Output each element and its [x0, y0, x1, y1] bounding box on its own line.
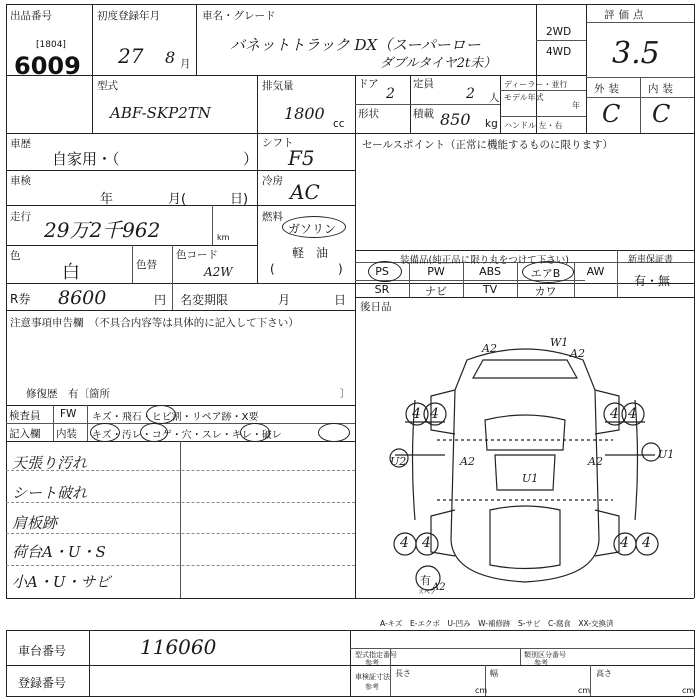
door-label: ドア [358, 78, 379, 90]
equip-airbag: エアB [530, 267, 561, 280]
type-designation-ref: 参考 [365, 659, 379, 667]
inspection-month: 月( [168, 192, 187, 207]
inspector-note: シート破れ [12, 484, 88, 502]
first-reg-month-unit: 月 [180, 58, 191, 70]
load-label: 積載 [413, 108, 434, 120]
category-ref: 参考 [534, 659, 548, 667]
shift-label: シフト [262, 137, 294, 149]
equip-aw: AW [586, 265, 605, 278]
repair-label: 修復歴 有〔箇所 [26, 388, 110, 400]
inspector-label2: 記入欄 [9, 428, 41, 440]
size-label: 車検証寸法 [355, 673, 390, 681]
diagram-mark: A2 [570, 347, 585, 360]
diagram-mark: A2 [588, 455, 603, 468]
color-code-label: 色コード [176, 249, 218, 261]
price-label: R券 [10, 292, 31, 306]
lot-label: 出品番号 [10, 10, 52, 22]
interior-tear-circle [318, 423, 350, 442]
diagram-mark: W1 [550, 336, 569, 349]
history-close: ） [243, 150, 259, 168]
capacity-unit: 人 [489, 92, 500, 104]
capacity-value: 2 [466, 86, 475, 102]
equip-ps: PS [375, 265, 389, 278]
aircon-value: AC [290, 180, 320, 204]
color-label: 色 [10, 250, 21, 262]
chassis-label: 車台番号 [18, 644, 67, 658]
chassis-value: 116060 [140, 635, 217, 659]
fw-chip-circle [146, 405, 176, 424]
equipment-title: 装備品(純正品に限り丸をつけて下さい) [400, 255, 569, 266]
inspection-label: 車検 [10, 175, 31, 187]
lot-sub: [1804] [36, 40, 66, 50]
mileage-label: 走行 [10, 211, 31, 223]
lot-number: 6009 [14, 52, 81, 80]
registration-label: 登録番号 [18, 676, 67, 690]
equip-navi: ナビ [425, 285, 447, 298]
displacement-label: 排気量 [262, 80, 294, 92]
length-label: 長さ [395, 669, 411, 678]
fuel-label: 燃料 [262, 211, 283, 223]
diagram-mark: U2 [390, 455, 407, 468]
model-name-label: 車名・グレード [202, 10, 276, 22]
equip-leather: カワ [534, 285, 557, 298]
fuel-diesel: 軽 油 [292, 246, 329, 260]
rating-label: 評価点 [604, 9, 648, 21]
name-change-month: 月 [278, 293, 291, 307]
displacement-unit: cc [333, 118, 345, 130]
fw-items: キズ・飛石・ヒビ割・リペア跡・X要 [92, 412, 259, 423]
shape-label: 形状 [358, 108, 379, 120]
interior-inspect-label: 内装 [56, 428, 77, 440]
model-year-unit: 年 [572, 101, 580, 110]
color-change-label: 色替 [136, 259, 157, 271]
first-reg-year: 27 [118, 44, 144, 68]
damage-legend: A-キズ E-エクボ U-凹み W-補修跡 S-サビ C-腐食 XX-交換済 [380, 619, 614, 628]
drive-2wd: 2WD [546, 26, 572, 38]
interior-label: 内装 [648, 83, 677, 95]
interior-items: キズ・汚レ・コゲ・穴・スレ・キレ・破レ [92, 430, 282, 441]
spare-label: 有 [420, 574, 431, 587]
drive-4wd: 4WD [546, 46, 572, 58]
mileage-value: 29万2千962 [44, 218, 161, 242]
rating-value: 3.5 [612, 36, 660, 71]
name-change-day: 日 [334, 293, 347, 307]
warranty-value: 有・無 [634, 274, 671, 288]
first-reg-label: 初度登録年月 [97, 10, 160, 22]
displacement-value: 1800 [284, 104, 325, 123]
diagram-mark: 4 [430, 406, 439, 422]
load-unit: kg [485, 118, 498, 130]
inspection-year: 年 [100, 192, 114, 207]
name-change-label: 名変期限 [180, 293, 229, 307]
fw-label: FW [60, 408, 77, 420]
diagram-mark: 4 [400, 535, 409, 551]
fuel-gasoline: ガソリン [288, 222, 337, 236]
type-label: 型式 [97, 80, 118, 92]
shift-value: F5 [288, 146, 315, 170]
length-unit: cm [475, 686, 488, 695]
model-year-label: モデル年式 [504, 93, 544, 102]
dealer-label: ディーラー・並行 [504, 80, 568, 89]
equip-ps-circle [368, 261, 402, 282]
model-name: バネットトラック DX（スーパーロー [230, 36, 481, 54]
exterior-value: C [602, 100, 621, 128]
sales-point-label: セールスポイント（正常に機能するものに限ります） [362, 139, 614, 151]
diagram-mark: U1 [522, 472, 539, 485]
diagram-mark: 4 [642, 535, 651, 551]
inspector-note: 天張り汚れ [12, 454, 88, 472]
diagram-mark: A2 [432, 582, 446, 593]
price-unit: 円 [154, 293, 167, 307]
height-label: 高さ [596, 669, 612, 678]
interior-rub-circle [240, 423, 270, 442]
width-label: 幅 [490, 669, 498, 678]
inspection-day: 日) [230, 192, 249, 207]
height-unit: cm [682, 686, 695, 695]
first-reg-month: 8 [165, 48, 176, 67]
diagram-mark: 4 [610, 406, 619, 422]
aircon-label: 冷房 [262, 175, 283, 187]
category-label: 類別区分番号 [524, 651, 566, 659]
size-ref: 参考 [365, 683, 379, 691]
diagram-mark: A2 [482, 342, 497, 355]
notes-title: 注意事項申告欄 （不具合内容等は具体的に記入して下さい） [10, 317, 299, 329]
interior-scratch-circle [90, 423, 120, 442]
interior-value: C [652, 100, 671, 128]
load-value: 850 [440, 110, 471, 129]
diagram-mark: A2 [460, 455, 475, 468]
after-label: 後日品 [360, 301, 392, 313]
door-value: 2 [386, 86, 395, 102]
history-label: 車歴 [10, 138, 31, 150]
fuel-gasoline-circle [282, 216, 346, 238]
diagram-mark: 4 [620, 535, 629, 551]
color-code-value: A2W [204, 265, 233, 279]
type-designation-label: 型式指定番号 [355, 651, 397, 659]
equip-sr: SR [374, 283, 390, 296]
diagram-mark: 4 [422, 535, 431, 551]
color-value: 白 [62, 262, 80, 283]
inspector-note: 荷台A・U・S [12, 543, 106, 561]
exterior-label: 外装 [594, 83, 623, 95]
inspector-note: 肩板跡 [12, 514, 58, 532]
repair-close: 〕 [340, 388, 351, 400]
diagram-mark: U1 [658, 448, 675, 461]
history-value: 自家用・（ [52, 150, 120, 168]
price-value: 8600 [58, 287, 107, 309]
type-value: ABF-SKP2TN [110, 104, 211, 122]
equip-tv: TV [482, 283, 498, 296]
interior-stain-circle [140, 423, 168, 442]
inspector-note: 小A・U・サビ [12, 573, 111, 591]
spare-sub: スペア [418, 589, 437, 596]
warranty-label: 新車保証書 [628, 255, 674, 265]
diagram-mark: 4 [412, 406, 421, 422]
model-name-line2: ダブルタイヤ2t未） [380, 56, 497, 71]
inspector-label1: 検査員 [9, 410, 41, 422]
equip-abs: ABS [479, 265, 501, 278]
mileage-unit: km [217, 233, 230, 242]
width-unit: cm [578, 686, 591, 695]
diagram-mark: 4 [628, 406, 637, 422]
equip-pw: PW [427, 265, 445, 278]
equip-airbag-circle [522, 261, 574, 283]
capacity-label: 定員 [413, 78, 434, 90]
handle-label: ハンドル 左・右 [504, 121, 563, 130]
